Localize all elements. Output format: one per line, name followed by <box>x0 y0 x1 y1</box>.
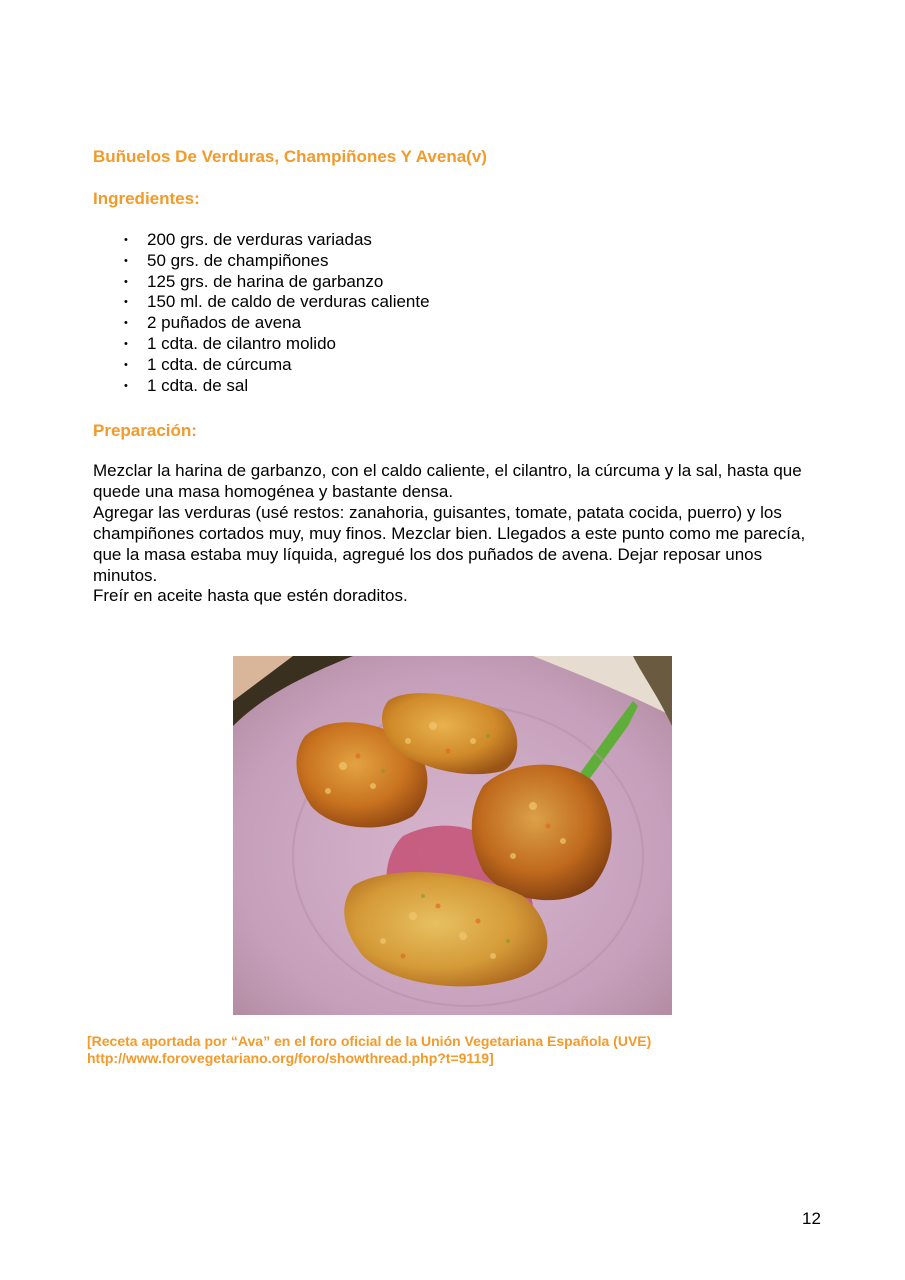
ingredients-list <box>120 230 430 396</box>
list-item <box>120 251 430 272</box>
bullet-icon: • <box>124 234 128 246</box>
list-item <box>120 230 430 251</box>
preparation-text <box>93 461 823 607</box>
preparation-paragraph: Agregar las verduras (usé restos: zanahoria, guisantes, tomate, patata cocida, puerro) y los champiñones cortados muy, muy finos. Mezclar bien. Llegados a este punto como me parecía, que la masa estaba muy líquida, agregué los dos puñados de avena. Dejar reposar unos minutos. <box>93 502 806 585</box>
bullet-icon: • <box>124 296 128 309</box>
bullet-icon: • <box>124 317 128 330</box>
list-item <box>120 334 430 355</box>
list-item <box>120 355 430 376</box>
list-item <box>120 292 430 313</box>
preparation-paragraph: Mezclar la harina de garbanzo, con el caldo caliente, el cilantro, la cúrcuma y la sal, hasta que quede una masa homogénea y bastante densa. <box>93 461 802 501</box>
preparation-heading: Preparación: <box>93 421 197 440</box>
ingredient-text: 150 ml. de caldo de verduras caliente <box>147 292 430 312</box>
bullet-icon: • <box>124 379 128 392</box>
page-number: 12 <box>802 1209 821 1228</box>
bullet-icon: • <box>124 254 128 267</box>
recipe-credit <box>87 1033 651 1067</box>
credit-link[interactable]: http://www.forovegetariano.org/foro/showthread.php?t=9119] <box>87 1050 494 1066</box>
list-item <box>120 313 430 334</box>
list-item <box>120 272 430 293</box>
bullet-icon: • <box>124 358 128 371</box>
fritters-photo <box>233 656 672 1015</box>
preparation-paragraph: Freír en aceite hasta que estén doraditos. <box>93 586 408 606</box>
bullet-icon: • <box>124 337 128 350</box>
recipe-title: Buñuelos De Verduras, Champiñones Y Avena(v) <box>93 147 487 166</box>
ingredient-text: 1 cdta. de cúrcuma <box>147 354 292 374</box>
ingredient-text: 1 cdta. de cilantro molido <box>147 333 336 353</box>
ingredient-text: 2 puñados de avena <box>147 313 302 333</box>
ingredient-text: 200 grs. de verduras variadas <box>147 230 372 249</box>
ingredient-text: 125 grs. de harina de garbanzo <box>147 271 384 291</box>
bullet-icon: • <box>124 275 128 288</box>
fritters-photo-illustration <box>233 656 672 1015</box>
ingredient-text: 1 cdta. de sal <box>147 375 249 395</box>
list-item <box>120 376 430 397</box>
credit-line: [Receta aportada por “Ava” en el foro oficial de la Unión Vegetariana Española (UVE) <box>87 1033 652 1049</box>
ingredient-text: 50 grs. de champiñones <box>147 250 329 270</box>
ingredients-heading: Ingredientes: <box>93 189 200 208</box>
